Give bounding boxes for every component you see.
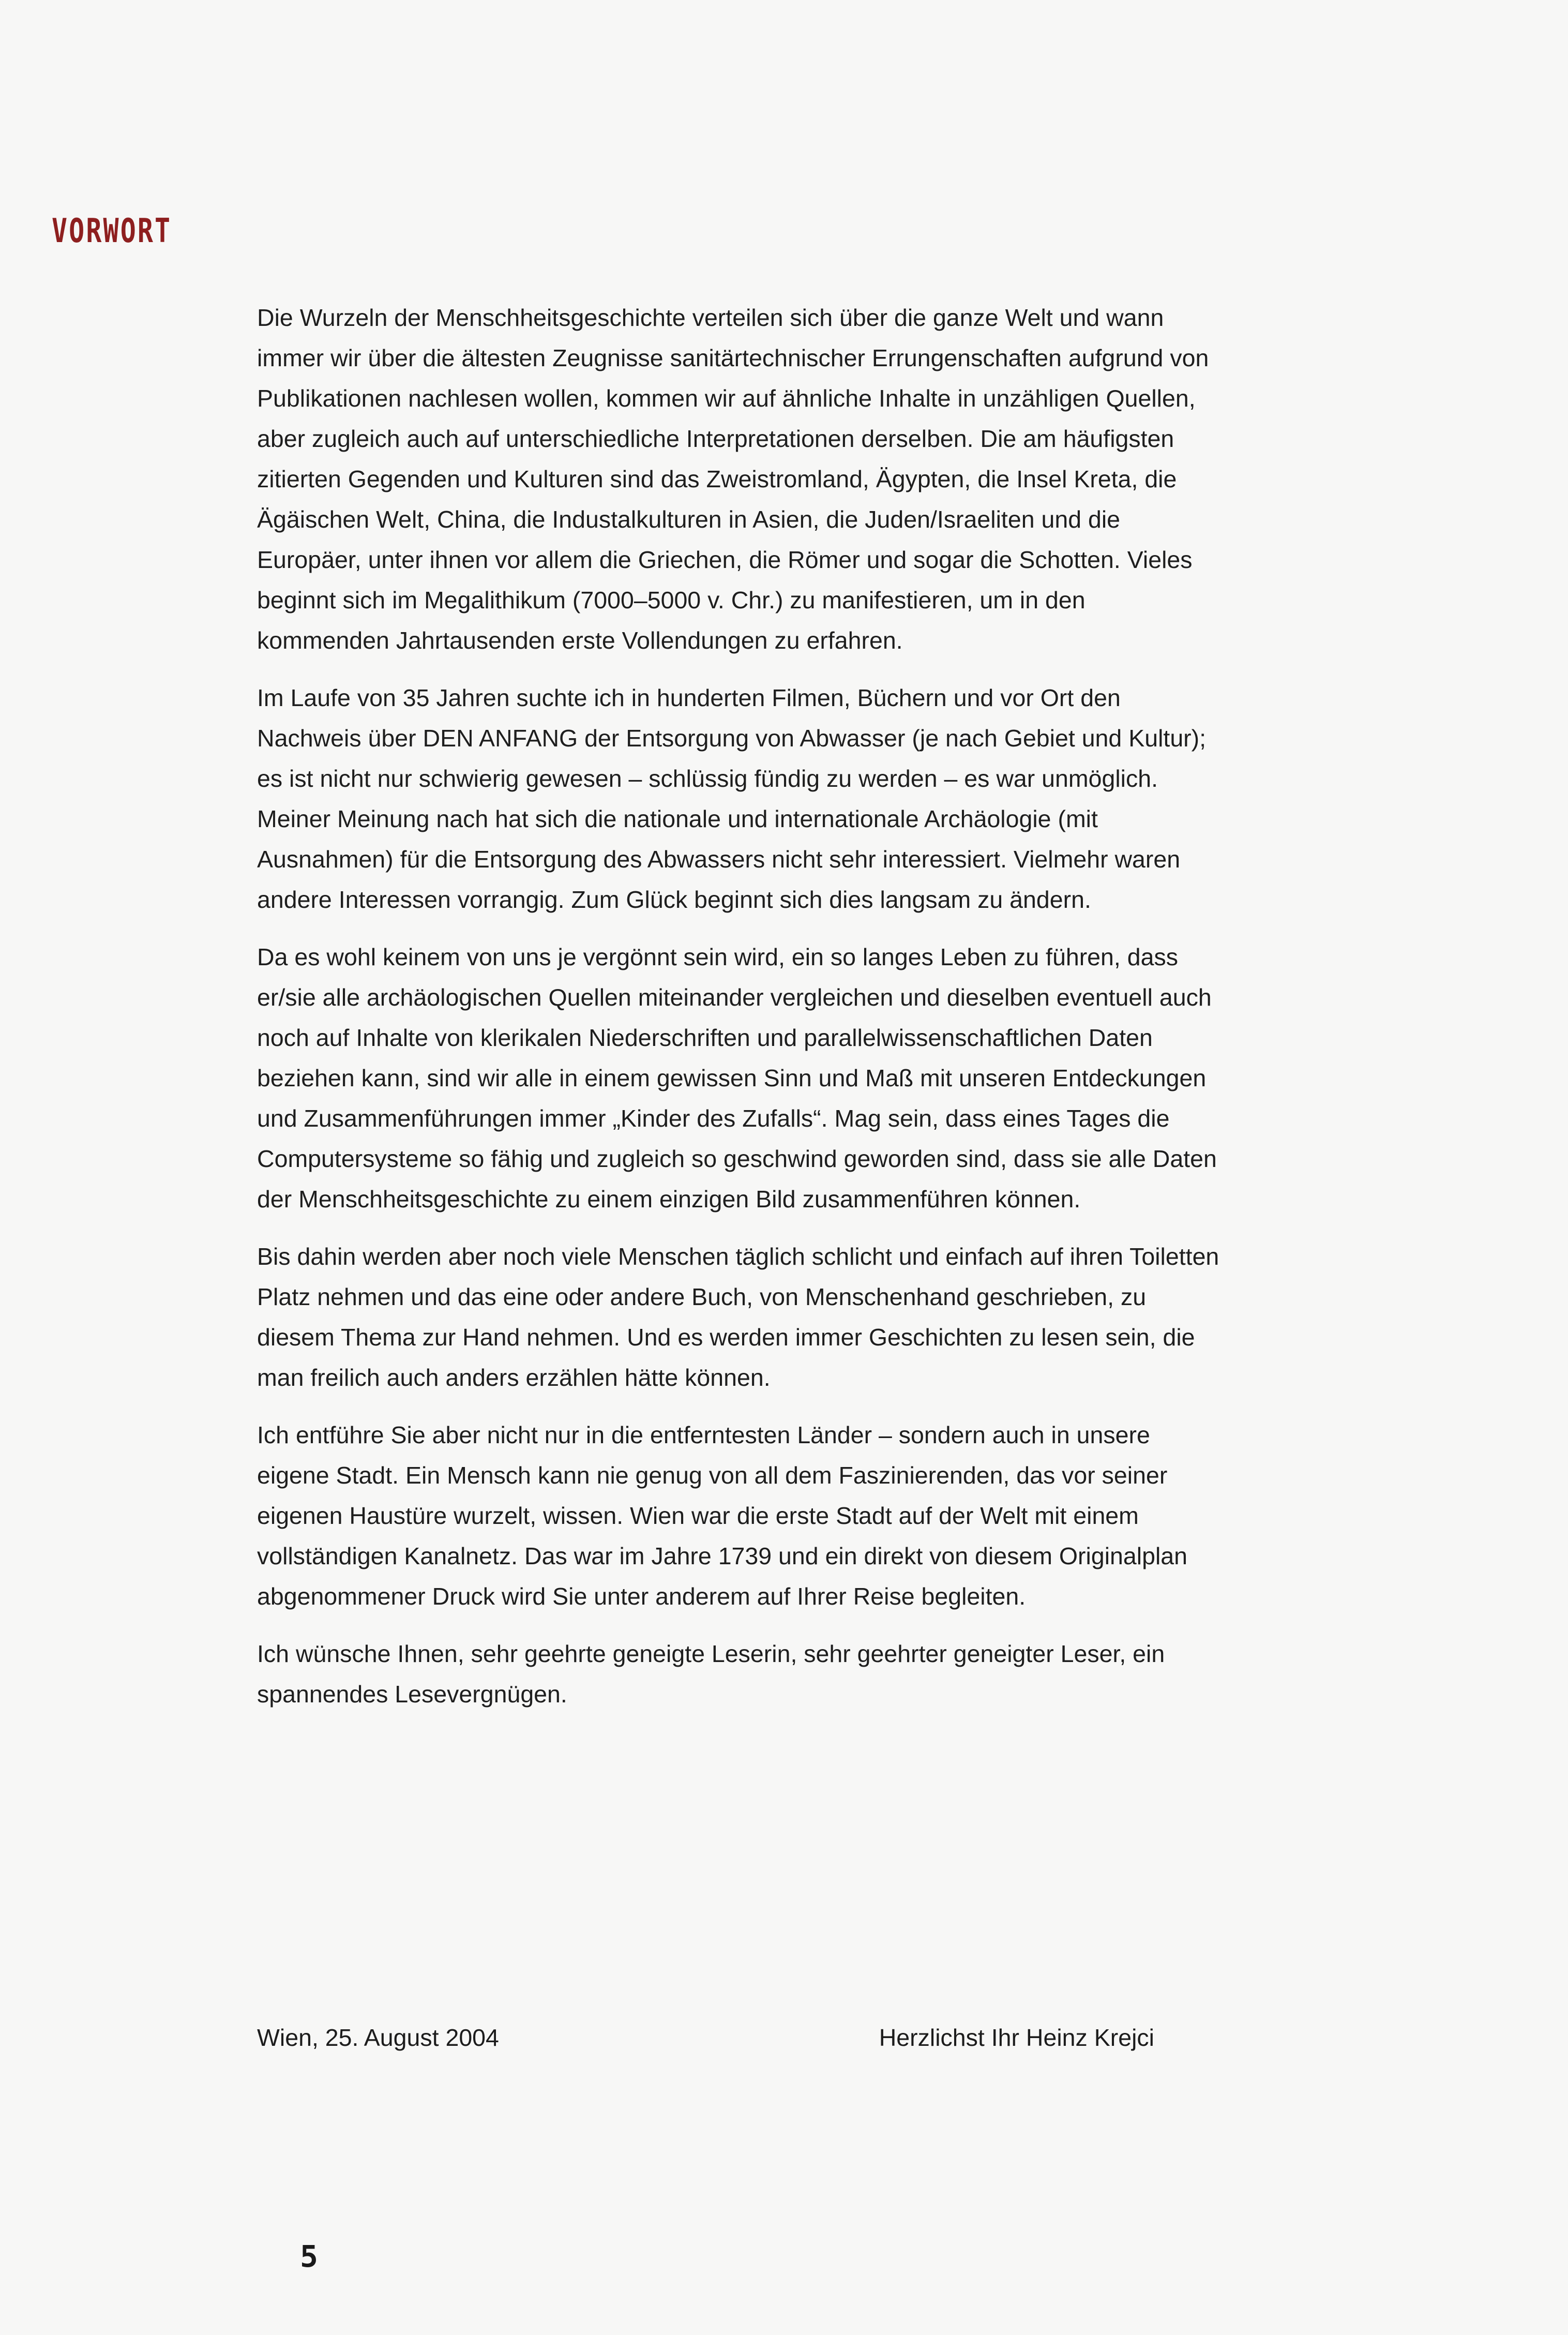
foreword-body — [257, 297, 1224, 1731]
paragraph-1: Die Wurzeln der Menschheitsgeschichte verteilen sich über die ganze Welt und wann immer wir über die ältesten Zeugnisse sanitärtechnischer Errungenschaften aufgrund von Publikationen nachlesen wollen, kommen wir auf ähnliche Inhalte in unzähligen Quellen, aber zugleich auch auf unterschiedliche Interpretationen derselben. Die am häufigsten zitierten Gegenden und Kulturen sind das Zweistromland, Ägypten, die Insel Kreta, die Ägäischen Welt, China, die Industalkulturen in Asien, die Juden/Israeliten und die Europäer, unter ihnen vor allem die Griechen, die Römer und sogar die Schotten. Vieles beginnt sich im Megalithikum (7000–5000 v. Chr.) zu manifestieren, um in den kommenden Jahrtausenden erste Vollendungen zu erfahren. — [257, 304, 1209, 654]
closing-line — [257, 2017, 1154, 2058]
paragraph-2: Im Laufe von 35 Jahren suchte ich in hunderten Filmen, Büchern und vor Ort den Nachweis über DEN ANFANG der Entsorgung von Abwasser (je nach Gebiet und Kultur); es ist nicht nur schwierig gewesen – schlüssig fündig zu werden – es war unmöglich. Meiner Meinung nach hat sich die nationale und internationale Archäologie (mit Ausnahmen) für die Entsorgung des Abwassers nicht sehr interessiert. Vielmehr waren andere Interessen vorrangig. Zum Glück beginnt sich dies langsam zu ändern. — [257, 684, 1207, 913]
section-heading: VORWORT — [52, 212, 172, 250]
place-date: Wien, 25. August 2004 — [257, 2024, 499, 2051]
page-number: 5 — [300, 2239, 318, 2274]
signature: Herzlichst Ihr Heinz Krejci — [879, 2024, 1154, 2051]
paragraph-5: Ich entführe Sie aber nicht nur in die entferntesten Länder – sondern auch in unsere eigene Stadt. Ein Mensch kann nie genug von all dem Faszinierenden, das vor seiner eigenen Haustüre wurzelt, wissen. Wien war die erste Stadt auf der Welt mit einem vollständigen Kanalnetz. Das war im Jahre 1739 und ein direkt von diesem Originalplan abgenommener Druck wird Sie unter anderem auf Ihrer Reise begleiten. — [257, 1421, 1188, 1610]
paragraph-6: Ich wünsche Ihnen, sehr geehrte geneigte Leserin, sehr geehrter geneigter Leser, ein spannendes Lesevergnügen. — [257, 1640, 1165, 1708]
paragraph-3: Da es wohl keinem von uns je vergönnt sein wird, ein so langes Leben zu führen, dass er/sie alle archäologischen Quellen miteinander vergleichen und dieselben eventuell auch noch auf Inhalte von klerikalen Niederschriften und parallelwissenschaftlichen Daten beziehen kann, sind wir alle in einem gewissen Sinn und Maß mit unseren Entdeckungen und Zusammenführungen immer „Kinder des Zufalls“. Mag sein, dass eines Tages die Computersysteme so fähig und zugleich so geschwind geworden sind, dass sie alle Daten der Menschheitsgeschichte zu einem einzigen Bild zusammenführen können. — [257, 944, 1217, 1213]
paragraph-4: Bis dahin werden aber noch viele Menschen täglich schlicht und einfach auf ihren Toiletten Platz nehmen und das eine oder andere Buch, von Menschenhand geschrieben, zu diesem Thema zur Hand nehmen. Und es werden immer Geschichten zu lesen sein, die man freilich auch anders erzählen hätte können. — [257, 1243, 1219, 1391]
